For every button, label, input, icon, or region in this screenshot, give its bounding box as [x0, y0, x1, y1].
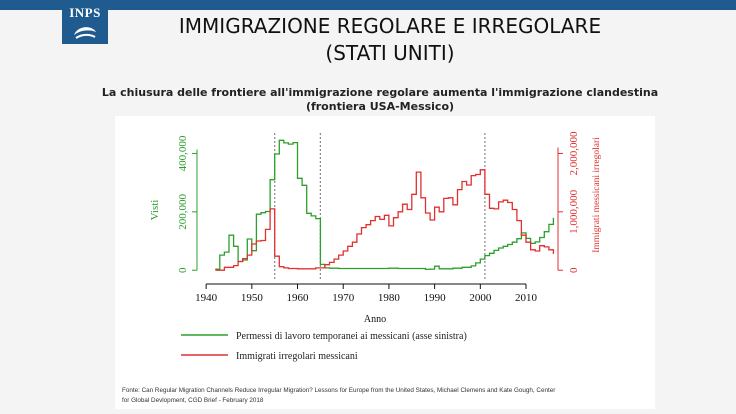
x-tick-label: 1960 [286, 292, 309, 304]
source-line2: for Global Devlopment, CGD Brief - February 2018 [122, 397, 264, 404]
chart-subtitle-line2: (frontiera USA-Messico) [305, 100, 455, 113]
slide-title-line2: (STATI UNITI) [325, 41, 455, 65]
legend-label-0: Permessi di lavoro temporanei ai messicani (asse sinistra) [236, 331, 467, 342]
source-line1: Fonte: Can Regular Migration Channels Reduce Irregular Migration? Lessons for Europe from the United States, Michael Clemens and Kate Gough, Center [122, 387, 556, 394]
left-tick-label: 400,000 [177, 135, 189, 172]
x-tick-label: 2000 [469, 292, 492, 304]
left-tick-label: 0 [177, 267, 189, 273]
x-tick-label: 2010 [515, 292, 538, 304]
legend-label-1: Immigrati irregolari messicani [236, 351, 358, 362]
x-axis-title: Anno [363, 314, 387, 325]
right-axis-title: Immigrati messicani irregolari [592, 137, 602, 253]
series-line-irregolari [215, 170, 553, 270]
left-axis-title: Visti [149, 199, 161, 221]
left-tick-label: 200,000 [177, 193, 189, 230]
series-line-visti [215, 140, 553, 269]
right-tick-label: 0 [568, 267, 580, 273]
x-tick-label: 1970 [332, 292, 355, 304]
chart-subtitle-line1: La chiusura delle frontiere all'immigrazione regolare aumenta l'immigrazione clandestina [101, 86, 659, 99]
x-tick-label: 1940 [195, 292, 218, 304]
right-tick-label: 2,000,000 [568, 131, 580, 176]
slide-title-line1: IMMIGRAZIONE REGOLARE E IRREGOLARE [178, 14, 602, 38]
x-tick-label: 1990 [423, 292, 446, 304]
right-tick-label: 1,000,000 [568, 189, 580, 234]
x-tick-label: 1950 [240, 292, 263, 304]
logo-text: INPS [69, 5, 101, 20]
source-note [122, 386, 642, 406]
x-tick-label: 1980 [377, 292, 400, 304]
